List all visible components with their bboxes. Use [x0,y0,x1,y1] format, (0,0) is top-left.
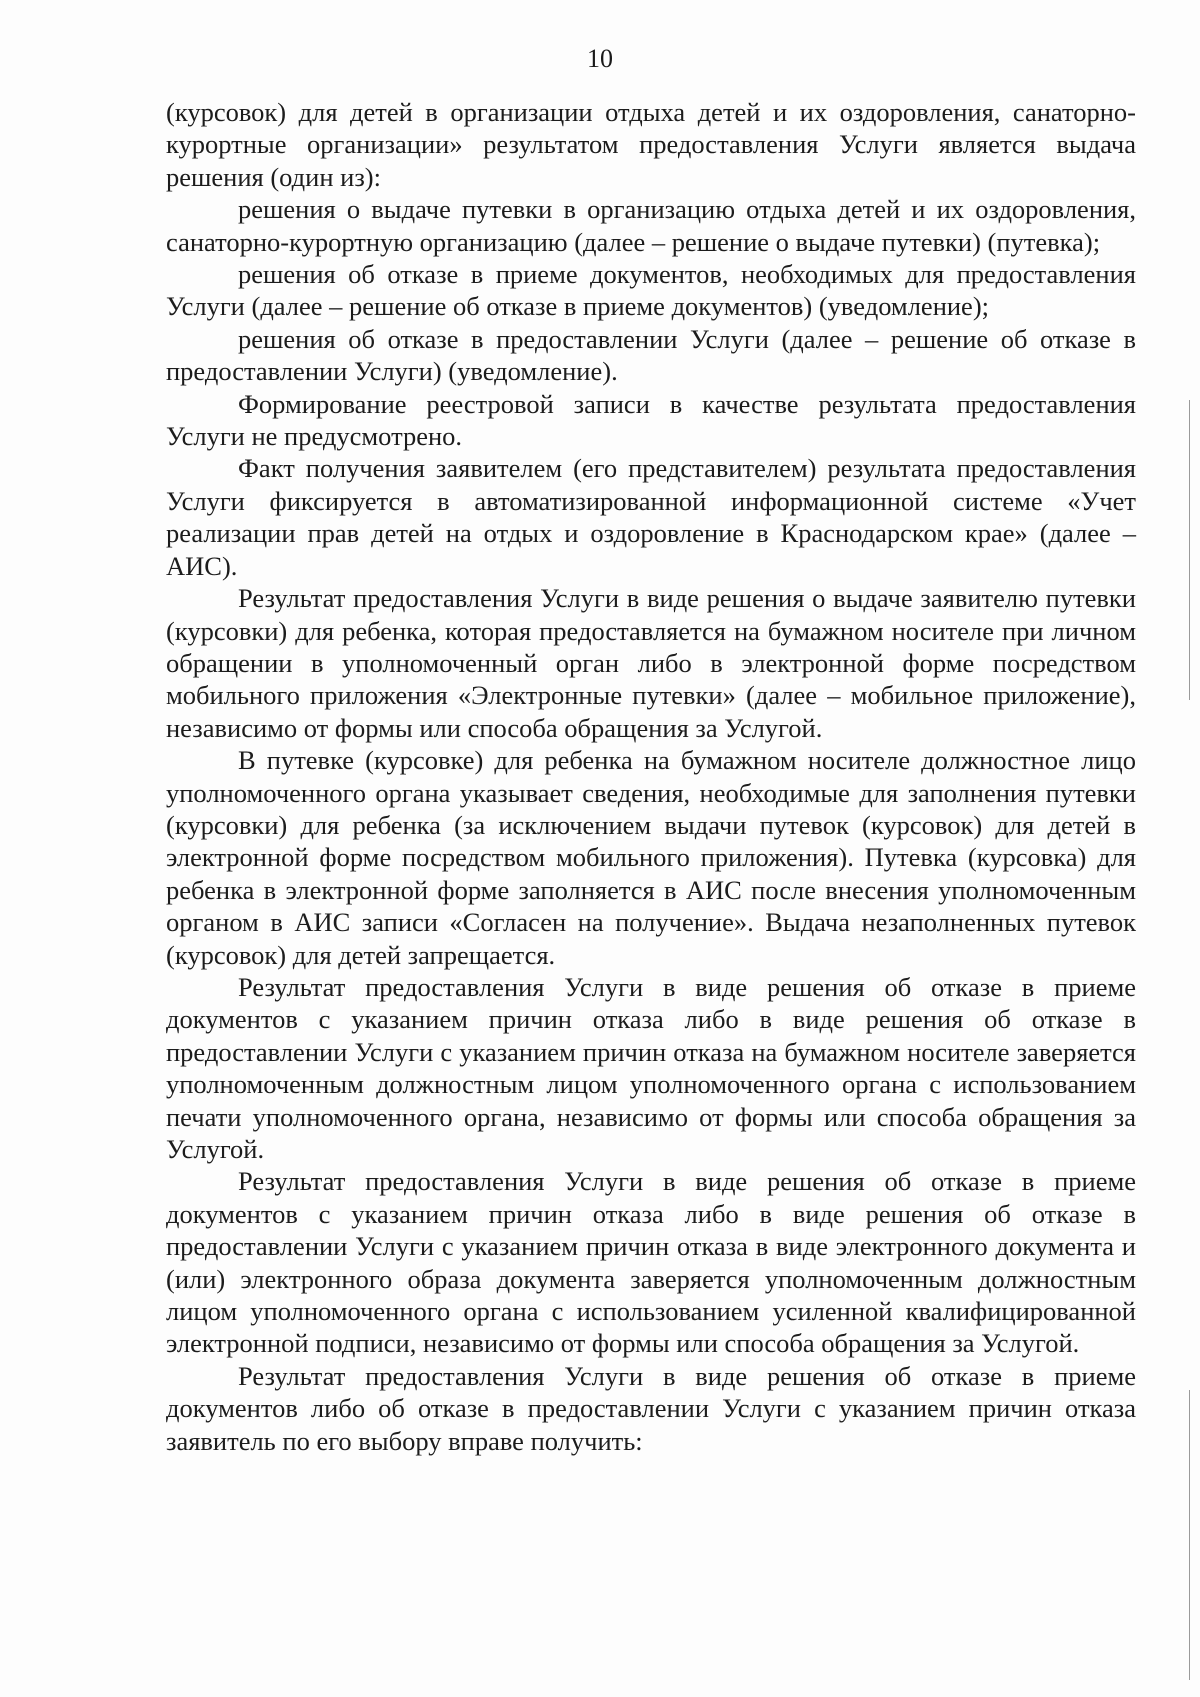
paragraph: решения об отказе в предоставлении Услуги (далее – решение об отказе в предоставлении Услуги) (уведомление). [166,323,1136,387]
document-body [166,96,1136,1457]
paragraph: Результат предоставления Услуги в виде решения об отказе в приеме документов с указанием причин отказа либо в виде решения об отказе в предоставлении Услуги с указанием причин отказа в виде электронного документа и (или) электронного образа документа заверяется уполномоченным должностным лицом уполномоченного органа с использованием усиленной квалифицированной электронной подписи, независимо от формы или способа обращения за Услугой. [166,1166,1136,1359]
paragraph: (курсовок) для детей в организации отдыха детей и их оздоровления, санаторно-курортные организации» результатом предоставления Услуги является выдача решения (один из): [166,97,1136,192]
paragraph: решения о выдаче путевки в организацию отдыха детей и их оздоровления, санаторно-курортную организацию (далее – решение о выдаче путевки) (путевка); [166,194,1136,257]
page-number: 10 [587,44,613,73]
paragraph: Результат предоставления Услуги в виде решения об отказе в приеме документов с указанием причин отказа либо в виде решения об отказе в предоставлении Услуги с указанием причин отказа на бумажном носителе заверяется уполномоченным должностным лицом уполномоченного органа с использованием печати уполномоченного органа, независимо от формы или способа обращения за Услугой. [166,971,1136,1164]
paragraph: Результат предоставления Услуги в виде решения об отказе в приеме документов либо об отказе в предоставлении Услуги с указанием причин отказа заявитель по его выбору вправе получить: [166,1360,1136,1456]
paragraph: Формирование реестровой записи в качестве результата предоставления Услуги не предусмотрено. [166,388,1136,452]
paragraph: В путевке (курсовке) для ребенка на бумажном носителе должностное лицо уполномоченного органа указывает сведения, необходимые для заполнения путевки (курсовки) для ребенка (за исключением выдачи путевок (курсовок) для детей в электронной форме посредством мобильного приложения). Путевка (курсовка) для ребенка в электронной форме заполняется в АИС после внесения уполномоченным органом в АИС записи «Согласен на получение». Выдача незаполненных путевок (курсовок) для детей запрещается. [166,745,1136,970]
paragraph: Результат предоставления Услуги в виде решения о выдаче заявителю путевки (курсовки) для ребенка, которая предоставляется на бумажном носителе при личном обращении в уполномоченный орган либо в электронной форме посредством мобильного приложения «Электронные путевки» (далее – мобильное приложение), независимо от формы или способа обращения за Услугой. [166,583,1136,743]
scan-edge-mark [1189,1390,1190,1680]
paragraph: Факт получения заявителем (его представителем) результата предоставления Услуги фиксируется в автоматизированной информационной системе «Учет реализации прав детей на отдых и оздоровление в Краснодарском крае» (далее – АИС). [166,453,1136,581]
paragraph: решения об отказе в приеме документов, необходимых для предоставления Услуги (далее – решение об отказе в приеме документов) (уведомление); [166,259,1136,322]
scan-edge-mark [1189,400,1190,700]
